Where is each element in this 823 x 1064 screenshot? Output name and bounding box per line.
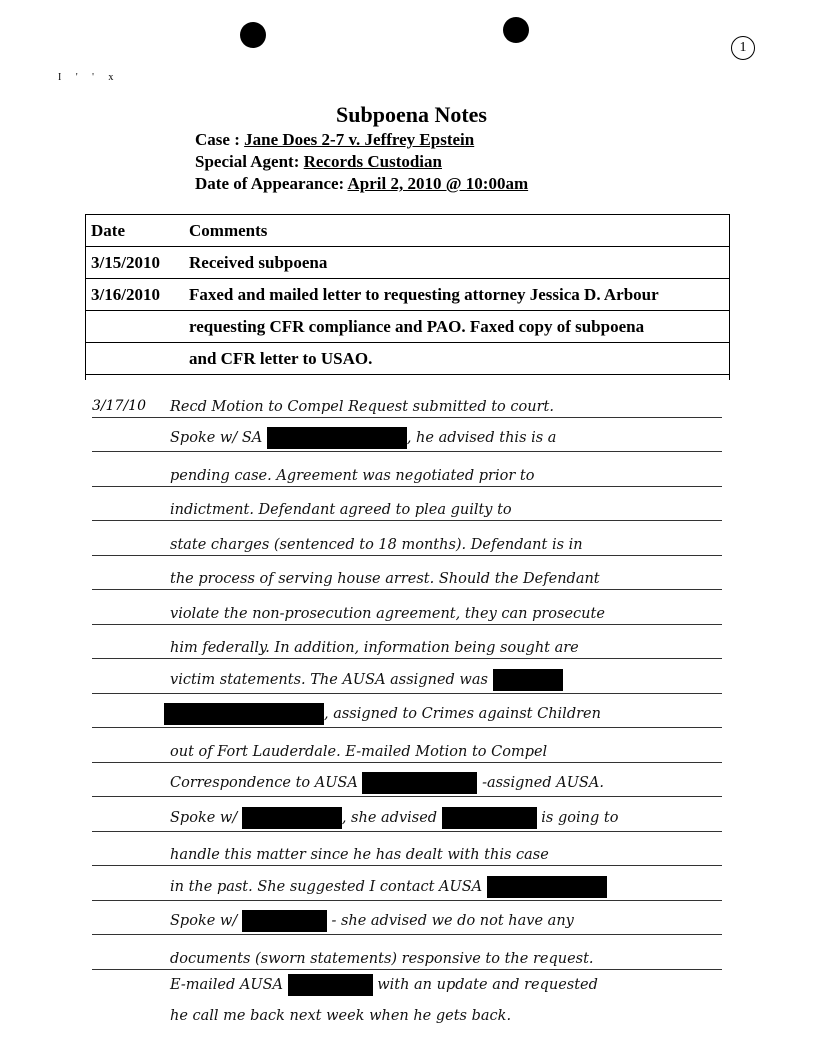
- row-date: [85, 311, 183, 343]
- handwritten-text: he call me back next week when he gets back.: [170, 1007, 512, 1024]
- handwritten-text: E-mailed AUSA with an update and requested: [170, 974, 598, 996]
- page-number: 1: [731, 36, 755, 60]
- handwritten-line: [92, 763, 722, 798]
- table-row: [85, 343, 729, 375]
- handwritten-line: [92, 452, 722, 487]
- handwritten-text: indictment. Defendant agreed to plea guilty to: [170, 502, 512, 518]
- appearance-line: [195, 174, 528, 194]
- handwritten-line: [92, 728, 722, 763]
- redaction-block: [267, 427, 407, 449]
- table-border-left: [85, 214, 86, 380]
- notes-table: [85, 214, 729, 375]
- handwritten-line: [92, 383, 722, 418]
- appearance-value: April 2, 2010 @ 10:00am: [347, 174, 529, 193]
- handwritten-line: [92, 970, 722, 998]
- redaction-block: [242, 807, 342, 829]
- agent-label: Special Agent:: [195, 152, 300, 171]
- redaction-block: [242, 910, 327, 932]
- handwritten-text: , assigned to Crimes against Children: [164, 703, 601, 725]
- handwritten-text: out of Fort Lauderdale. E-mailed Motion to Compel: [170, 743, 548, 760]
- redaction-block: [288, 974, 373, 996]
- handwritten-date: 3/17/10: [92, 397, 146, 414]
- agent-line: [195, 152, 442, 172]
- table-row: [85, 247, 729, 279]
- handwritten-line: [92, 487, 722, 522]
- case-value: Jane Does 2-7 v. Jeffrey Epstein: [244, 130, 475, 149]
- case-label: Case :: [195, 130, 240, 149]
- punch-hole-right: [503, 17, 529, 43]
- handwritten-text: Correspondence to AUSA -assigned AUSA.: [170, 772, 604, 794]
- handwritten-line: [92, 866, 722, 901]
- handwritten-text: handle this matter since he has dealt with this case: [170, 847, 549, 863]
- row-comment: Faxed and mailed letter to requesting attorney Jessica D. Arbour: [183, 279, 729, 311]
- handwritten-text: Spoke w/ , she advised is going to: [170, 807, 618, 829]
- case-line: [195, 130, 474, 150]
- handwritten-line: [92, 659, 722, 694]
- handwritten-notes: [92, 383, 722, 1026]
- handwritten-line: [92, 694, 722, 729]
- stray-marks: I ' ' x: [58, 72, 120, 83]
- handwritten-line: [92, 590, 722, 625]
- handwritten-text: Recd Motion to Compel Request submitted to court.: [170, 398, 554, 415]
- redaction-block: [487, 876, 607, 898]
- row-date: [85, 343, 183, 375]
- table-header-row: [85, 215, 729, 247]
- col-date-header: Date: [85, 215, 183, 247]
- handwritten-text: in the past. She suggested I contact AUSA: [170, 876, 607, 898]
- handwritten-text: the process of serving house arrest. Should the Defendant: [170, 571, 600, 587]
- col-comments-header: Comments: [183, 215, 729, 247]
- agent-value: Records Custodian: [303, 152, 442, 171]
- handwritten-line: [92, 797, 722, 832]
- handwritten-line: [92, 625, 722, 660]
- handwritten-line: [92, 521, 722, 556]
- punch-hole-left: [240, 22, 266, 48]
- handwritten-line: [92, 556, 722, 591]
- handwritten-line: [92, 998, 722, 1026]
- handwritten-text: state charges (sentenced to 18 months). Defendant is in: [170, 536, 583, 553]
- row-comment: Received subpoena: [183, 247, 729, 279]
- row-comment: requesting CFR compliance and PAO. Faxed copy of subpoena: [183, 311, 729, 343]
- page-title: Subpoena Notes: [336, 102, 487, 127]
- handwritten-text: Spoke w/ SA , he advised this is a: [170, 427, 556, 449]
- row-comment: and CFR letter to USAO.: [183, 343, 729, 375]
- table-border-right: [729, 214, 730, 380]
- handwritten-text: him federally. In addition, information being sought are: [170, 640, 579, 656]
- redaction-block: [164, 703, 324, 725]
- handwritten-text: victim statements. The AUSA assigned was: [170, 669, 563, 691]
- table-row: [85, 311, 729, 343]
- handwritten-line: [92, 935, 722, 970]
- row-date: 3/15/2010: [85, 247, 183, 279]
- handwritten-text: pending case. Agreement was negotiated prior to: [170, 467, 535, 484]
- handwritten-line: [92, 418, 722, 453]
- redaction-block: [442, 807, 537, 829]
- handwritten-line: [92, 832, 722, 867]
- table-row: [85, 279, 729, 311]
- handwritten-text: violate the non-prosecution agreement, they can prosecute: [170, 605, 605, 622]
- row-date: 3/16/2010: [85, 279, 183, 311]
- handwritten-line: [92, 901, 722, 936]
- redaction-block: [493, 669, 563, 691]
- handwritten-text: documents (sworn statements) responsive to the request.: [170, 950, 594, 967]
- appearance-label: Date of Appearance:: [195, 174, 345, 193]
- handwritten-text: Spoke w/ - she advised we do not have any: [170, 910, 574, 932]
- redaction-block: [362, 772, 477, 794]
